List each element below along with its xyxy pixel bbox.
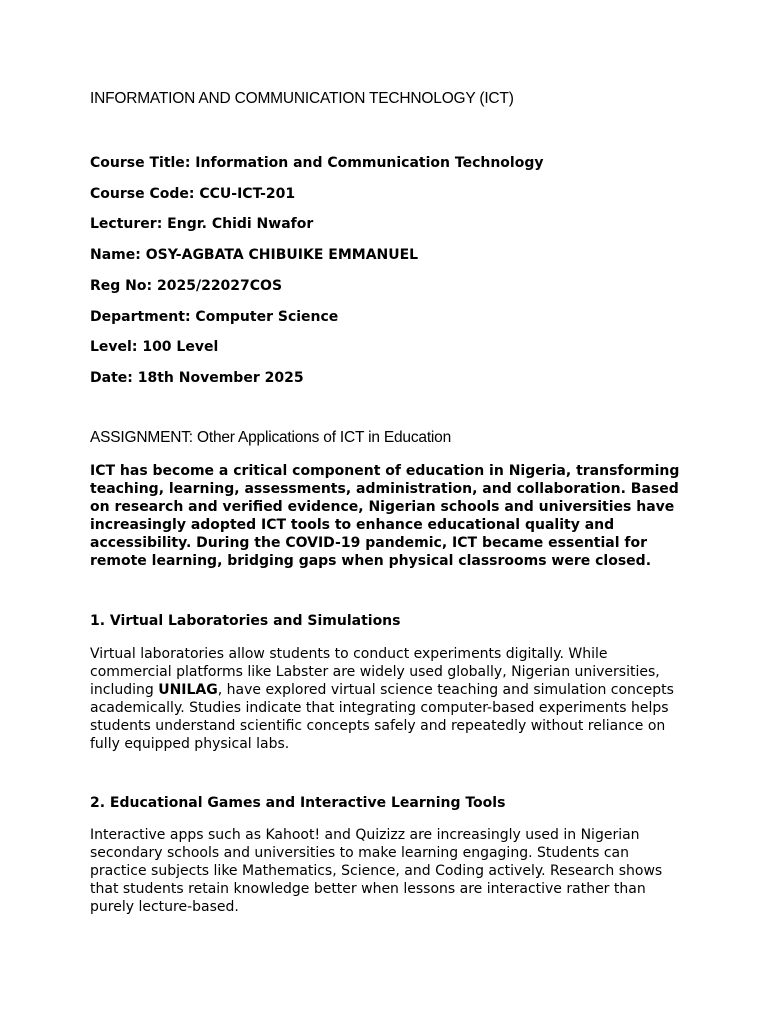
meta-label: Level bbox=[90, 339, 132, 355]
meta-value: CCU-ICT-201 bbox=[199, 186, 296, 202]
meta-reg-no: Reg No: 2025/22027COS bbox=[90, 278, 283, 294]
meta-label: Reg No bbox=[90, 278, 147, 294]
document-title: INFORMATION AND COMMUNICATION TECHNOLOGY (ICT) bbox=[90, 90, 514, 107]
body-text: Virtual laboratories allow students to conduct experiments digitally. While commercial platforms like Labster are widely used globally, Nigerian universities, including bbox=[90, 646, 660, 698]
section-heading-virtual-labs: 1. Virtual Laboratories and Simulations bbox=[90, 613, 401, 629]
intro-paragraph: ICT has become a critical component of education in Nigeria, transforming teaching, learning, assessments, administration, and collaboration. Based on research and verified evidence, Nigerian schools and universities have increasingly adopted ICT tools to enhance educational quality and accessibility. During the COVID-19 pandemic, ICT became essential for remote learning, bridging gaps when physical classrooms were closed. bbox=[90, 463, 680, 569]
section-heading-educational-games: 2. Educational Games and Interactive Learning Tools bbox=[90, 795, 506, 811]
section-body-virtual-labs bbox=[90, 645, 680, 753]
assignment-heading: ASSIGNMENT: Other Applications of ICT in Education bbox=[90, 429, 452, 446]
meta-value: 2025/22027COS bbox=[157, 278, 283, 294]
meta-date: Date: 18th November 2025 bbox=[90, 370, 304, 386]
meta-course-title: Course Title: Information and Communication Technology bbox=[90, 155, 544, 171]
meta-value: Computer Science bbox=[195, 309, 339, 325]
meta-level: Level: 100 Level bbox=[90, 339, 219, 355]
meta-label: Course Title bbox=[90, 155, 185, 171]
body-bold-text: UNILAG bbox=[158, 682, 218, 698]
meta-course-code: Course Code: CCU-ICT-201 bbox=[90, 186, 296, 202]
meta-value: Information and Communication Technology bbox=[195, 155, 544, 171]
section-body-educational-games: Interactive apps such as Kahoot! and Quizizz are increasingly used in Nigerian secondary schools and universities to make learning engaging. Students can practice subjects like Mathematics, Science, and Coding actively. Research shows that students retain knowledge better when lessons are interactive rather than purely lecture-based. bbox=[90, 827, 663, 915]
meta-value: 100 Level bbox=[142, 339, 219, 355]
meta-value: OSY-AGBATA CHIBUIKE EMMANUEL bbox=[145, 247, 419, 263]
meta-name: Name: OSY-AGBATA CHIBUIKE EMMANUEL bbox=[90, 247, 419, 263]
meta-label: Lecturer bbox=[90, 216, 157, 232]
meta-value: Engr. Chidi Nwafor bbox=[167, 216, 314, 232]
meta-label: Date bbox=[90, 370, 128, 386]
meta-department: Department: Computer Science bbox=[90, 309, 339, 325]
meta-label: Course Code bbox=[90, 186, 189, 202]
body-text: , have explored virtual science teaching and simulation concepts academically. Studies indicate that integrating computer-based experiments helps students understand scientific concepts safely and repeatedly without reliance on fully equipped physical labs. bbox=[90, 682, 674, 752]
meta-label: Name bbox=[90, 247, 136, 263]
meta-lecturer: Lecturer: Engr. Chidi Nwafor bbox=[90, 216, 314, 232]
meta-label: Department bbox=[90, 309, 185, 325]
meta-value: 18th November 2025 bbox=[137, 370, 304, 386]
